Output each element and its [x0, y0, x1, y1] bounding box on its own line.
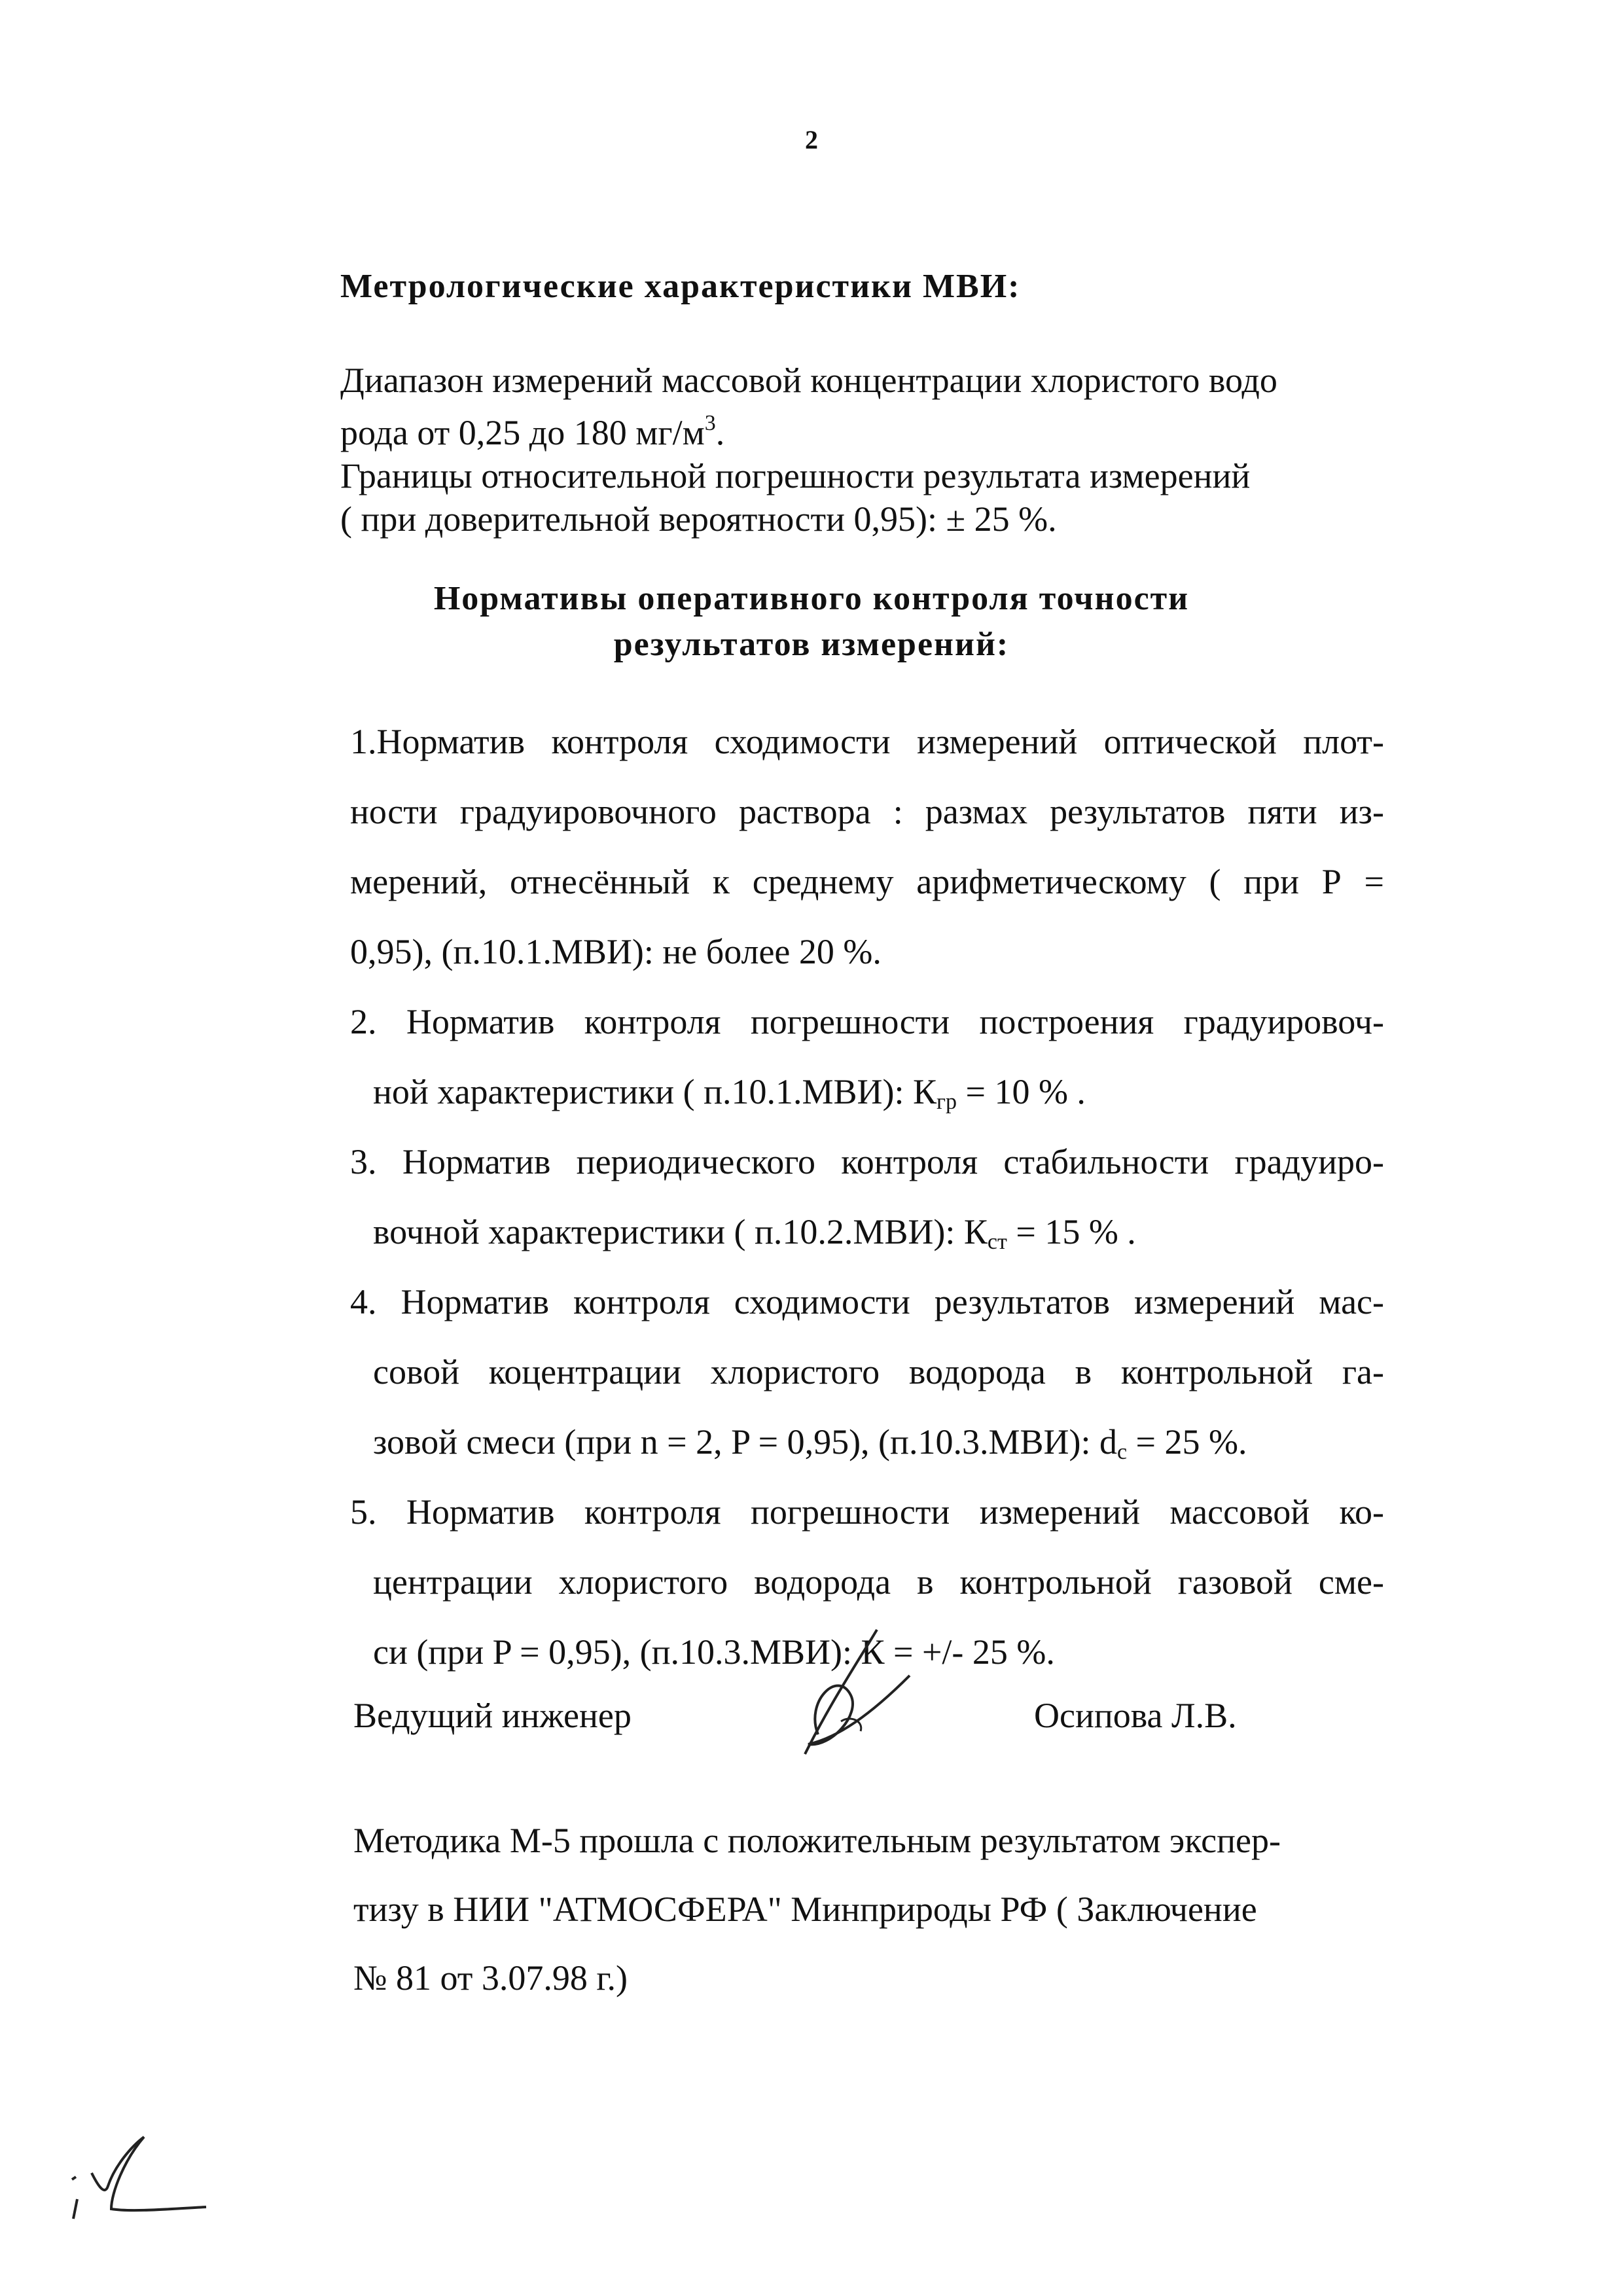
metrology-range: рода от 0,25 до 180 мг/м — [340, 413, 705, 452]
norm-line: 2. Норматив контроля погрешности построения градуировоч- — [350, 1002, 1384, 1041]
signature-block — [353, 1676, 1374, 1774]
norm-text: вочной характеристики ( п.10.2.МВИ): К — [373, 1212, 988, 1251]
norm-line: мерений, отнесённый к среднему арифметическому ( при Р = — [350, 862, 1384, 901]
norm-subscript: гр — [936, 1090, 957, 1114]
signer-name: Осипова Л.В. — [1034, 1696, 1237, 1735]
norm-subscript: ст — [987, 1230, 1007, 1254]
metrology-line: Границы относительной погрешности результата измерений — [340, 456, 1251, 495]
norm-text: = 10 % . — [956, 1072, 1086, 1111]
signer-role: Ведущий инженер — [353, 1696, 632, 1735]
norm-line — [350, 1057, 1384, 1127]
unit-superscript: 3 — [704, 411, 716, 435]
norm-line: си (при P = 0,95), (п.10.3.МВИ): К = +/- 25 %. — [373, 1632, 1055, 1672]
norm-text: = 25 %. — [1127, 1422, 1247, 1462]
metrology-title: Метрологические характеристики МВИ: — [340, 268, 1021, 305]
metrology-line: ( при доверительной вероятности 0,95): ± 25 %. — [340, 499, 1057, 539]
norm-line: 5. Норматив контроля погрешности измерений массовой ко- — [350, 1492, 1384, 1532]
norm-line: 4. Норматив контроля сходимости результатов измерений мас- — [350, 1282, 1384, 1321]
conclusion-line: тизу в НИИ "АТМОСФЕРА" Минприроды РФ ( Заключение — [353, 1890, 1257, 1929]
handwritten-initials — [65, 2134, 223, 2225]
conclusion-line: № 81 от 3.07.98 г.) — [353, 1958, 628, 1998]
norms-title-line: результатов измерений: — [613, 626, 1010, 663]
metrology-text — [340, 359, 1387, 541]
norm-line: совой коцентрации хлористого водорода в контрольной га- — [373, 1352, 1384, 1391]
norm-line — [350, 1197, 1384, 1267]
metrology-line — [340, 402, 1387, 454]
metrology-line: Диапазон измерений массовой концентрации хлористого водо — [340, 361, 1277, 400]
conclusion-note — [353, 1806, 1374, 2013]
norm-line: 0,95), (п.10.1.МВИ): не более 20 %. — [350, 932, 882, 971]
norm-subscript: c — [1116, 1440, 1128, 1464]
norm-line: центрации хлористого водорода в контрольной газовой сме- — [373, 1562, 1384, 1602]
handwritten-signature — [779, 1623, 936, 1767]
norm-line: 1.Норматив контроля сходимости измерений оптической плот- — [350, 722, 1384, 761]
norms-title — [0, 576, 1623, 668]
norm-item-1 — [350, 707, 1384, 987]
conclusion-line: Методика М-5 прошла с положительным результатом экспер- — [353, 1821, 1281, 1860]
norm-line: 3. Норматив периодического контроля стабильности градуиро- — [350, 1142, 1384, 1181]
norms-list — [350, 707, 1384, 1687]
norm-line: ности градуировочного раствора : размах результатов пяти из- — [350, 792, 1384, 831]
norm-line — [350, 1407, 1384, 1477]
norm-item-4 — [350, 1267, 1384, 1477]
norm-item-3 — [350, 1127, 1384, 1267]
unit-tail: . — [715, 413, 725, 452]
norm-text: ной характеристики ( п.10.1.МВИ): К — [373, 1072, 937, 1111]
norms-title-line: Нормативы оперативного контроля точности — [433, 580, 1190, 617]
norm-text: зовой смеси (при n = 2, P = 0,95), (п.10.3.МВИ): d — [373, 1422, 1117, 1462]
norm-text: = 15 % . — [1007, 1212, 1136, 1251]
page-number: 2 — [805, 125, 818, 154]
norm-item-2 — [350, 987, 1384, 1127]
